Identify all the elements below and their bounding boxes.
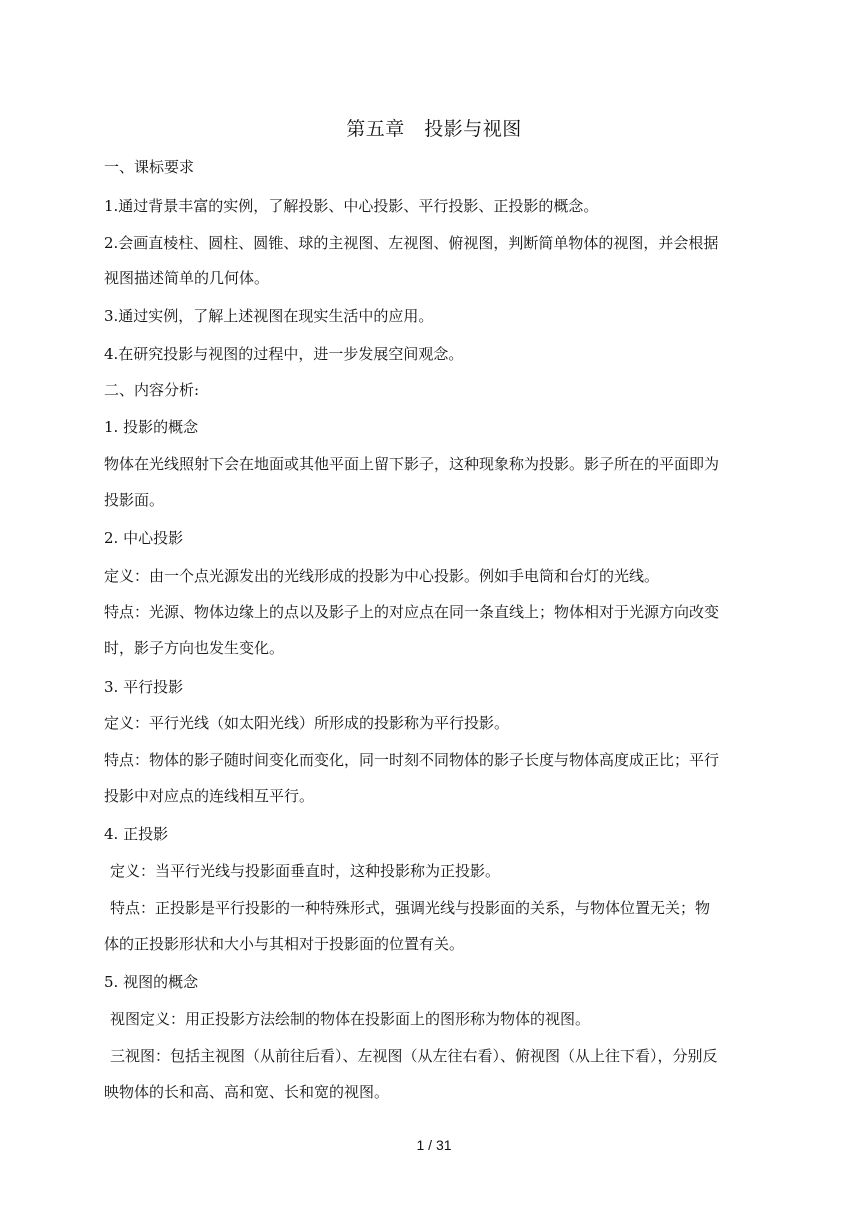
requirement-4: 4.在研究投影与视图的过程中，进一步发展空间观念。 [104, 345, 464, 363]
subheading-view-concept: 5. 视图的概念 [104, 973, 199, 991]
page-number: 1 / 31 [416, 1137, 452, 1153]
projection-concept-line-2: 投影面。 [104, 491, 165, 509]
orthographic-projection-definition: 定义：当平行光线与投影面垂直时，这种投影称为正投影。 [110, 862, 501, 880]
three-views-line-2: 映物体的长和高、高和宽、长和宽的视图。 [104, 1083, 390, 1101]
parallel-projection-definition: 定义：平行光线（如太阳光线）所形成的投影称为平行投影。 [104, 714, 510, 732]
requirement-2-line-1: 2.会画直棱柱、圆柱、圆锥、球的主视图、左视图、俯视图，判断简单物体的视图，并会根据 [104, 234, 719, 252]
section-heading-analysis: 二、内容分析: [104, 381, 200, 399]
projection-concept-line-1: 物体在光线照射下会在地面或其他平面上留下影子，这种现象称为投影。影子所在的平面即为 [104, 455, 720, 473]
parallel-projection-feature-line-2: 投影中对应点的连线相互平行。 [104, 787, 315, 805]
orthographic-projection-feature-line-2: 体的正投影形状和大小与其相对于投影面的位置有关。 [104, 935, 465, 953]
subheading-orthographic-projection: 4. 正投影 [104, 825, 169, 843]
requirement-3: 3.通过实例，了解上述视图在现实生活中的应用。 [104, 307, 434, 325]
view-definition: 视图定义：用正投影方法绘制的物体在投影面上的图形称为物体的视图。 [110, 1010, 591, 1028]
central-projection-feature-line-1: 特点：光源、物体边缘上的点以及影子上的对应点在同一条直线上；物体相对于光源方向改变 [104, 603, 720, 621]
three-views-line-1: 三视图：包括主视图（从前往后看）、左视图（从左往右看）、俯视图（从上往下看），分别反 [110, 1047, 718, 1065]
orthographic-projection-feature-line-1: 特点：正投影是平行投影的一种特殊形式，强调光线与投影面的关系，与物体位置无关；物 [110, 899, 711, 917]
parallel-projection-feature-line-1: 特点：物体的影子随时间变化而变化，同一时刻不同物体的影子长度与物体高度成正比；平行 [104, 751, 720, 769]
requirement-2-line-2: 视图描述简单的几何体。 [104, 269, 270, 287]
chapter-title: 第五章 投影与视图 [346, 118, 522, 140]
section-heading-requirements: 一、课标要求 [104, 158, 195, 176]
central-projection-feature-line-2: 时，影子方向也发生变化。 [104, 639, 285, 657]
subheading-projection-concept: 1. 投影的概念 [104, 418, 199, 436]
subheading-parallel-projection: 3. 平行投影 [104, 678, 184, 696]
subheading-central-projection: 2. 中心投影 [104, 529, 184, 547]
central-projection-definition: 定义：由一个点光源发出的光线形成的投影为中心投影。例如手电筒和台灯的光线。 [104, 567, 660, 585]
requirement-1: 1.通过背景丰富的实例，了解投影、中心投影、平行投影、正投影的概念。 [104, 197, 599, 215]
